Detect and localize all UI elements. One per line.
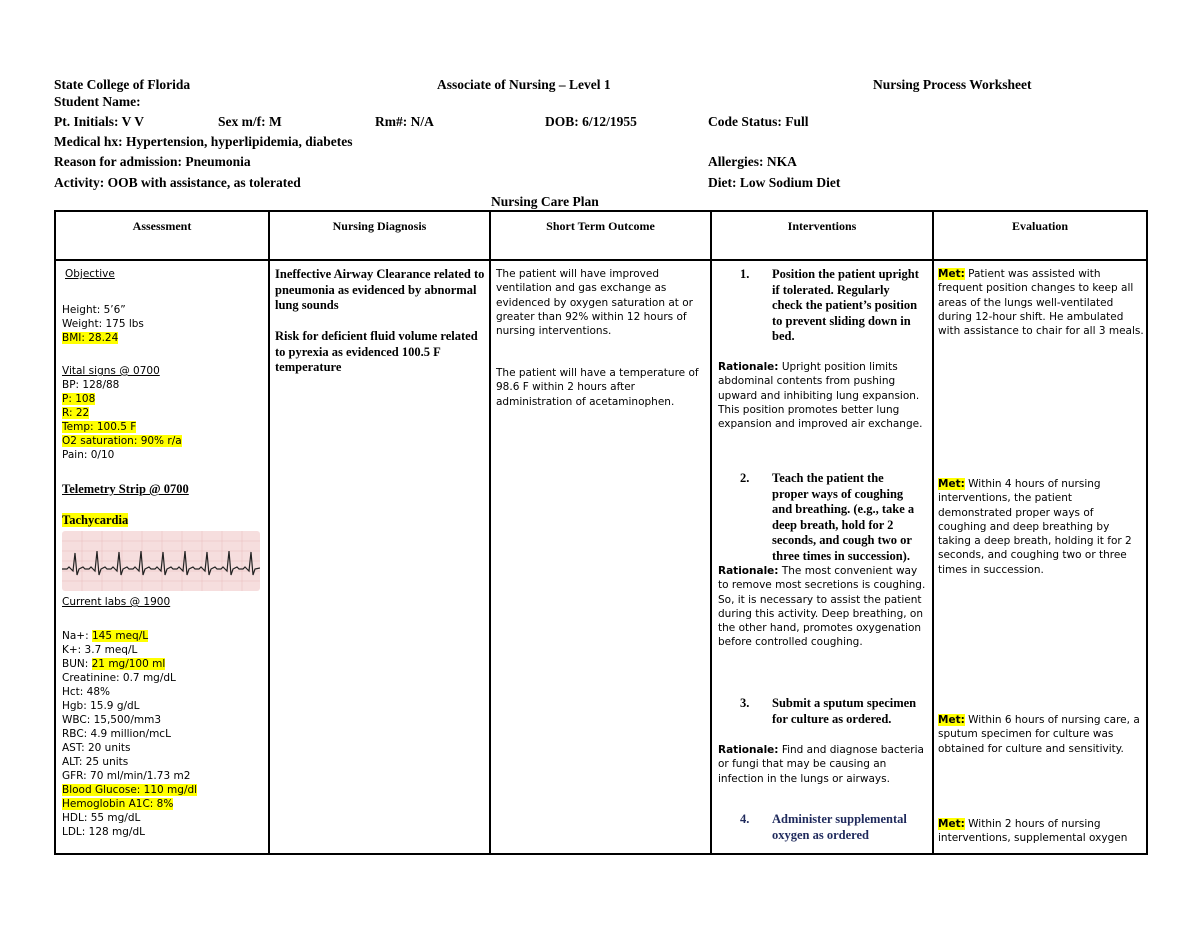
rhythm-label: Tachycardia [62,513,129,527]
patient-sex: Sex m/f: M [218,114,282,129]
evaluation-cell [933,260,1147,854]
ast-value: AST: 20 units [62,742,131,754]
bun-value: 21 mg/100 ml [91,658,166,670]
evaluation-2-text: Within 4 hours of nursing interventions, the patient demonstrated proper ways of coughing and deep breathing by taking a deep breath, holding it for 2 seconds, and coughing two or three times in succession. [938,478,1132,576]
assessment-cell [55,260,269,854]
column-header-evaluation: Evaluation [933,211,1147,260]
glucose-value: Blood Glucose: 110 mg/dl [62,784,198,796]
outcome-cell [490,260,711,854]
wbc-value: WBC: 15,500/mm3 [62,714,162,726]
a1c-value: Hemoglobin A1C: 8% [62,798,174,810]
rationale-3-label: Rationale: [718,744,779,756]
outcome-1: The patient will have improved ventilation and gas exchange as evidenced by oxygen saturation at or greater than 92% within 12 hours of nursing interventions. [496,268,693,338]
code-status: Code Status: Full [708,114,809,129]
evaluation-3-text: Within 6 hours of nursing care, a sputum specimen for culture was obtained for culture and sensitivity. [938,714,1140,755]
admission-reason: Reason for admission: Pneumonia [54,154,251,169]
met-badge: Met: [938,714,965,726]
rationale-3 [718,743,926,786]
rationale-2 [718,564,926,650]
rationale-2-text: The most convenient way to remove most secretions is coughing. So, it is necessary to assist the patient during this activity. Deep breathing, on the other hand, promotes oxygenation before controlled coughing. [718,565,926,649]
bp-value: BP: 128/88 [62,379,120,391]
weight-value: Weight: 175 lbs [62,318,144,330]
diagnosis-2: Risk for deficient fluid volume related to pyrexia as evidenced 100.5 F temperature [275,329,478,374]
college-name: State College of Florida [54,77,191,92]
activity: Activity: OOB with assistance, as tolerated [54,175,301,190]
intervention-1: Position the patient upright if tolerated. Regularly check the patient’s position to prevent sliding down in bed. [772,267,919,343]
rbc-value: RBC: 4.9 million/mcL [62,728,171,740]
intervention-2-number: 2. [740,471,750,485]
o2-value: O2 saturation: 90% r/a [62,435,182,447]
rationale-3-text: Find and diagnose bacteria or fungi that may be causing an infection in the lungs or airways. [718,744,924,785]
vitals-heading: Vital signs @ 0700 [62,365,160,377]
k-value: K+: 3.7 meq/L [62,644,138,656]
outcome-2: The patient will have a temperature of 98.6 F within 2 hours after administration of acetaminophen. [496,367,699,408]
resp-value: R: 22 [62,407,90,419]
allergies: Allergies: NKA [708,154,797,169]
intervention-3-number: 3. [740,696,750,710]
intervention-2: Teach the patient the proper ways of coughing and breathing. (e.g., take a deep breath, hold for 2 seconds, and cough two or three times in succession). [772,471,915,563]
column-header-outcome: Short Term Outcome [490,211,711,260]
care-plan-table [54,210,1148,855]
ldl-value: LDL: 128 mg/dL [62,826,145,838]
rationale-2-label: Rationale: [718,565,779,577]
hdl-value: HDL: 55 mg/dL [62,812,141,824]
intervention-4: Administer supplemental oxygen as ordered [772,812,907,842]
table-row [55,260,1147,854]
diet: Diet: Low Sodium Diet [708,175,841,190]
creatinine-value: Creatinine: 0.7 mg/dL [62,672,176,684]
column-header-assessment: Assessment [55,211,269,260]
rationale-1-text: Upright position limits abdominal contents from pushing upward and inhibiting lung expansion. This position promotes better lung expansion and improved air exchange. [718,361,923,431]
telemetry-heading: Telemetry Strip @ 0700 [62,482,189,496]
evaluation-1 [938,267,1145,338]
ecg-strip [62,531,260,591]
diagnosis-cell [269,260,490,854]
intervention-1-number: 1. [740,267,750,281]
met-badge: Met: [938,818,965,830]
table-header-row [55,211,1147,260]
rationale-1 [718,360,926,431]
met-badge: Met: [938,478,965,490]
gfr-value: GFR: 70 ml/min/1.73 m2 [62,770,191,782]
interventions-cell [711,260,933,854]
evaluation-1-text: Patient was assisted with frequent position changes to keep all areas of the lungs well-ventilated during 12-hour shift. He ambulated with assistance to chair for all 3 meals. [938,268,1144,338]
met-badge: Met: [938,268,965,280]
pulse-value: P: 108 [62,393,96,405]
objective-heading: Objective [65,268,115,280]
worksheet-title: Nursing Process Worksheet [873,77,1032,92]
evaluation-4-text: Within 2 hours of nursing interventions, supplemental oxygen [938,818,1128,845]
hct-value: Hct: 48% [62,686,110,698]
evaluation-3 [938,713,1145,756]
height-value: Height: 5’6” [62,304,126,316]
temp-value: Temp: 100.5 F [62,421,137,433]
alt-value: ALT: 25 units [62,756,129,768]
evaluation-2 [938,477,1145,577]
na-value: 145 meq/L [91,630,149,642]
care-plan-title: Nursing Care Plan [491,194,599,209]
diagnosis-1: Ineffective Airway Clearance related to pneumonia as evidenced by abnormal lung sounds [275,267,485,312]
date-of-birth: DOB: 6/12/1955 [545,114,637,129]
intervention-3: Submit a sputum specimen for culture as ordered. [772,696,917,726]
patient-initials: Pt. Initials: V V [54,114,145,129]
column-header-diagnosis: Nursing Diagnosis [269,211,490,260]
evaluation-4 [938,817,1145,846]
ecg-strip-icon [62,531,260,591]
column-header-interventions: Interventions [711,211,933,260]
hgb-value: Hgb: 15.9 g/dL [62,700,140,712]
medical-history: Medical hx: Hypertension, hyperlipidemia, diabetes [54,134,353,149]
student-name: Student Name: [54,94,141,109]
rationale-1-label: Rationale: [718,361,779,373]
labs-heading: Current labs @ 1900 [62,596,171,608]
intervention-4-number: 4. [740,812,750,826]
bun-label: BUN: [62,658,92,670]
room-number: Rm#: N/A [375,114,434,129]
pain-value: Pain: 0/10 [62,449,115,461]
na-label: Na+: [62,630,92,642]
bmi-value: BMI: 28.24 [62,332,119,344]
program-name: Associate of Nursing – Level 1 [437,77,611,92]
